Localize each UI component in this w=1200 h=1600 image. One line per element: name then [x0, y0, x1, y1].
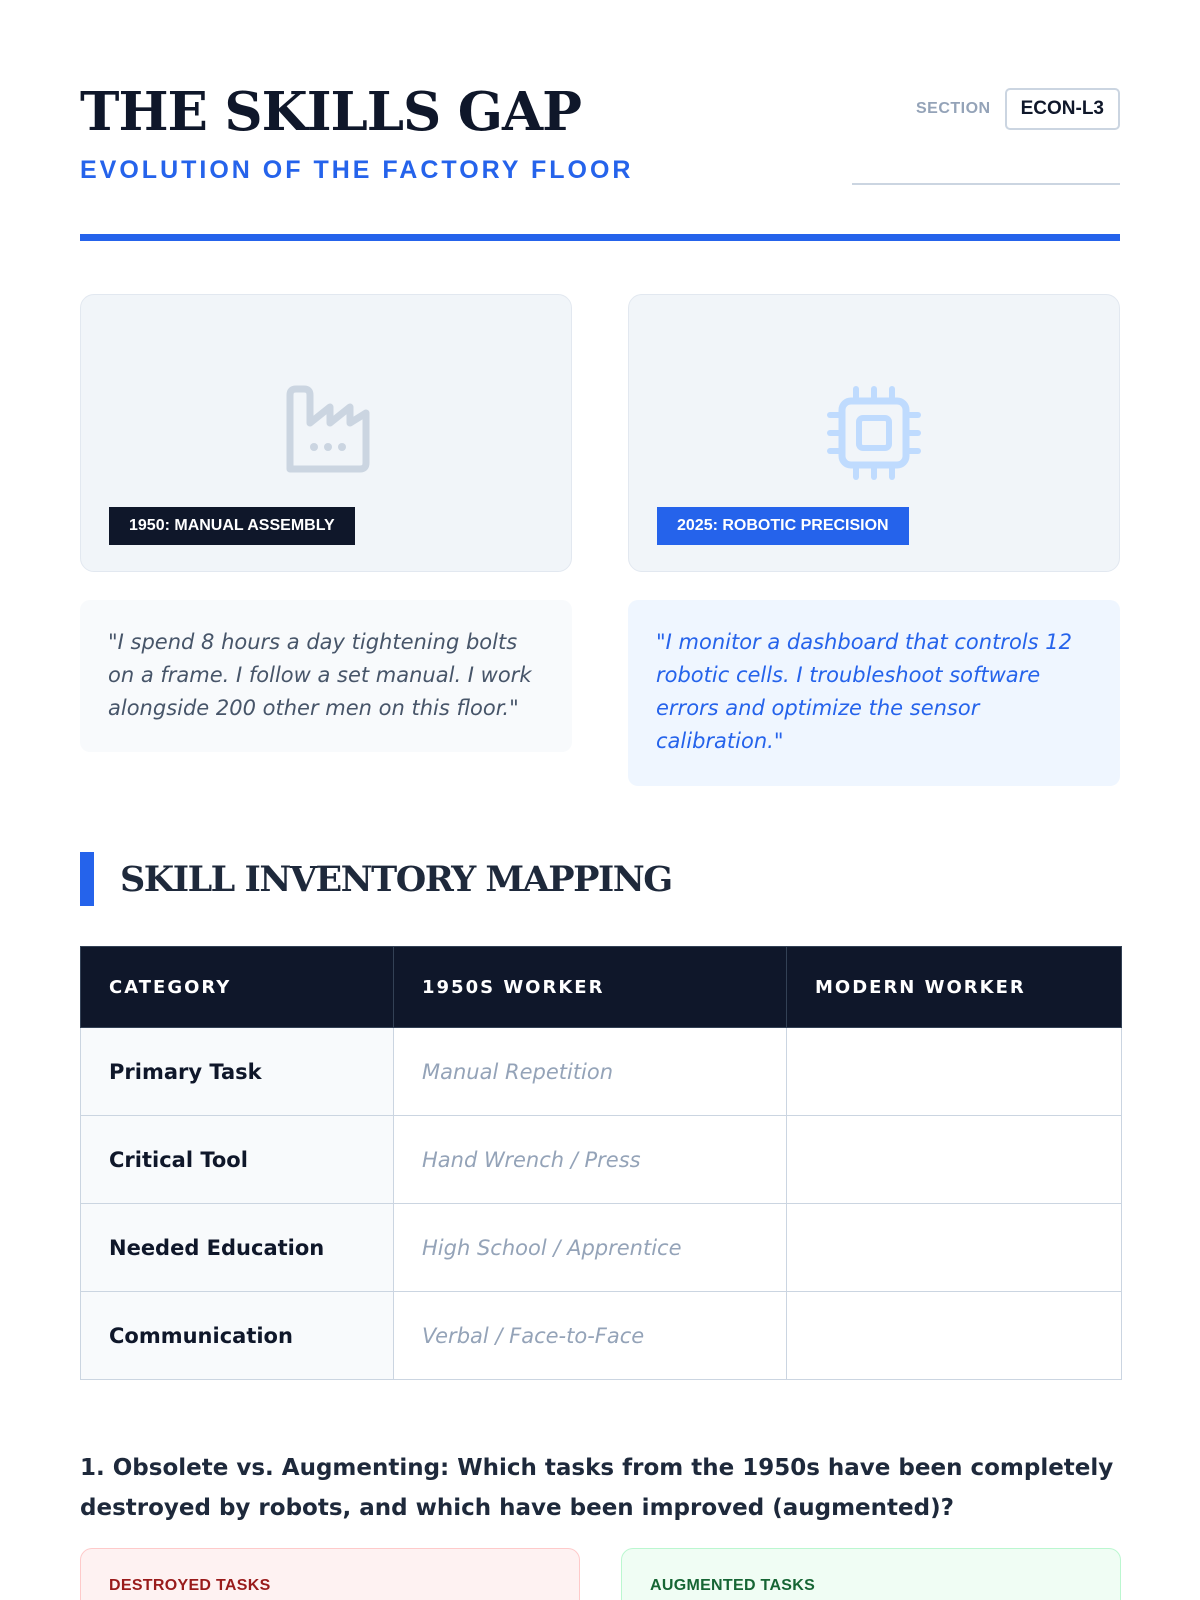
modern-worker-input-cell[interactable]: [787, 1292, 1122, 1380]
heading-accent-bar: [80, 852, 94, 906]
card-2025: [628, 294, 1120, 572]
old-worker-cell: High School / Apprentice: [394, 1204, 787, 1292]
category-cell: Communication: [81, 1292, 394, 1380]
augmented-tasks-box[interactable]: [621, 1548, 1121, 1600]
column-header: MODERN WORKER: [787, 947, 1122, 1028]
category-cell: Critical Tool: [81, 1116, 394, 1204]
section-indicator: [916, 88, 1120, 130]
table-row: [81, 1028, 1122, 1116]
factory-icon: [280, 383, 372, 480]
page-title: THE SKILLS GAP: [80, 81, 581, 143]
section-label: SECTION: [915, 100, 991, 117]
table-header-row: [81, 947, 1122, 1028]
name-line: [852, 183, 1120, 185]
question-1: 1. Obsolete vs. Augmenting: Which tasks from the 1950s have been completely destroyed by robots, and which have been improved (augmented)?: [80, 1455, 1114, 1521]
page-header: [80, 78, 1120, 243]
era-tag-2025: 2025: ROBOTIC PRECISION: [657, 507, 909, 545]
destroyed-tasks-box[interactable]: [80, 1548, 580, 1600]
era-tag-1950: 1950: MANUAL ASSEMBLY: [109, 507, 355, 545]
card-1950: [80, 294, 572, 572]
augmented-tasks-label: AUGMENTED TASKS: [650, 1577, 816, 1594]
category-cell: Primary Task: [81, 1028, 394, 1116]
table-row: [81, 1292, 1122, 1380]
modern-worker-input-cell[interactable]: [787, 1204, 1122, 1292]
column-header: 1950S WORKER: [394, 947, 787, 1028]
skill-inventory-table: [80, 946, 1122, 1380]
table-row: [81, 1204, 1122, 1292]
section-heading: [80, 852, 672, 906]
modern-worker-input-cell[interactable]: [787, 1028, 1122, 1116]
quote-1950: "I spend 8 hours a day tightening bolts on a frame. I follow a set manual. I work alongside 200 other men on this floor.": [80, 600, 572, 752]
chip-icon: [824, 383, 924, 488]
old-worker-cell: Verbal / Face-to-Face: [394, 1292, 787, 1380]
table-row: [81, 1116, 1122, 1204]
section-title: SKILL INVENTORY MAPPING: [120, 858, 672, 900]
page-subtitle: EVOLUTION OF THE FACTORY FLOOR: [80, 156, 634, 184]
old-worker-cell: Hand Wrench / Press: [394, 1116, 787, 1204]
section-code-badge: ECON-L3: [1005, 88, 1120, 130]
header-divider: [80, 234, 1120, 241]
category-cell: Needed Education: [81, 1204, 394, 1292]
column-header: CATEGORY: [81, 947, 394, 1028]
quote-2025: "I monitor a dashboard that controls 12 robotic cells. I troubleshoot software errors and optimize the sensor calibration.": [628, 600, 1120, 786]
old-worker-cell: Manual Repetition: [394, 1028, 787, 1116]
modern-worker-input-cell[interactable]: [787, 1116, 1122, 1204]
destroyed-tasks-label: DESTROYED TASKS: [109, 1577, 271, 1594]
